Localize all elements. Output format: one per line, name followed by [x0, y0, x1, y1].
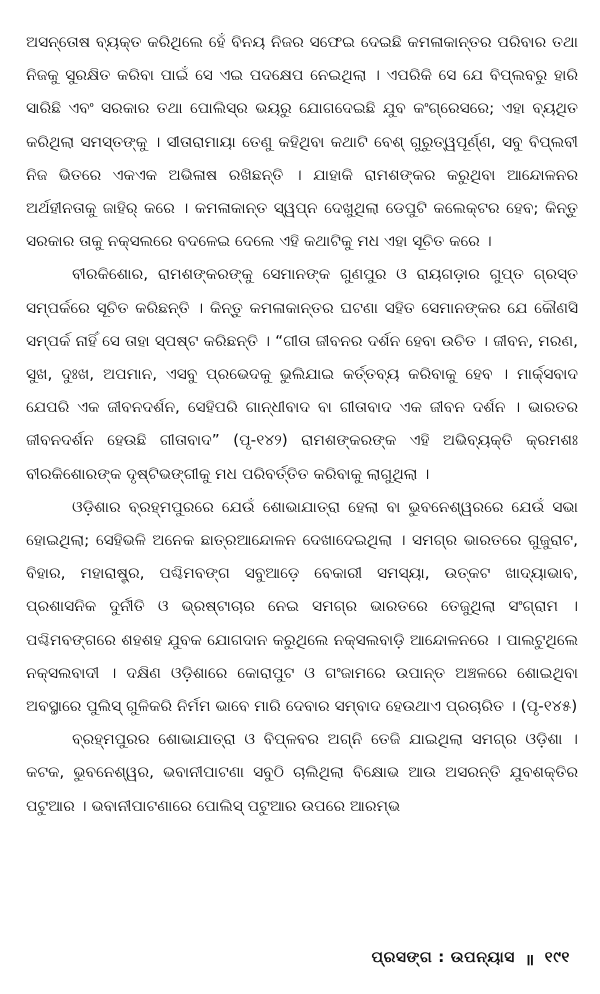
paragraph-3: ଓଡ଼ିଶାର ବ୍ରହ୍ମପୁରରେ ଯେଉଁ ଶୋଭାଯାତ୍ରା ହେଲା ବା ଭୁବନେଶ୍ୱରରେ ଯେଉଁ ସଭା ହୋଇଥିଲା; ସେହିଭଳି ଅନେକ ଛାତ୍ରଆନ୍ଦୋଳନ ଦେଖାଦେଇଥିଲା । ସମଗ୍ର ଭାରତରେ ଗୁଜୁରାଟ, ବିହାର, ମହାରାଷ୍ଟ୍ର, ପଶ୍ଚିମବଙ୍ଗ ସବୁଆଡ଼େ ବେକାରୀ ସମସ୍ୟା, ଉତ୍କଟ ଖାଦ୍ୟାଭାବ, ପ୍ରଶାସନିକ ଦୁର୍ନୀତି ଓ ଭ୍ରଷ୍ଟାଚାର ନେଇ ସମଗ୍ର ଭାରତରେ ତେଜୁଥିଲା ସଂଗ୍ରାମ । ପଶ୍ଚିମବଙ୍ଗରେ ଶହଶହ ଯୁବକ ଯୋଗଦାନ କରୁଥିଲେ ନକ୍ସଲବାଡ଼ି ଆନ୍ଦୋଳନରେ । ପାଲଟୁଥିଲେ ନକ୍ସଲବାଦୀ । ଦକ୍ଷିଣ ଓଡ଼ିଶାରେ କୋରାପୁଟ ଓ ଗଂଜାମରେ ଉପାନ୍ତ ଅଞ୍ଚଳରେ ଶୋଇଥିବା ଅବସ୍ଥାରେ ପୁଲିସ୍ ଗୁଳିକରି ନିର୍ମମ ଭାବେ ମାରି ଦେବାର ସମ୍ବାଦ ହେଉଥାଏ ପ୍ରଚାରିତ । (ପୃ-୧୪୫): [26, 497, 578, 716]
paragraph-1: ଅସନ୍ତୋଷ ବ୍ୟକ୍ତ କରିଥିଲେ ହେଁ ବିନୟ ନିଜର ସଫେଇ ଦେଇଛି କମଳାକାନ୍ତର ପରିବାର ତଥା ନିଜକୁ ସୁରକ୍ଷିତ କରିବା ପାଇଁ ସେ ଏଇ ପଦକ୍ଷେପ ନେଇଥିଲା । ଏପରିକି ସେ ଯେ ବିପ୍ଲବରୁ ହାରି ସାରିଛି ଏବଂ ସରକାର ତଥା ପୋଲିସ୍‌ର ଭୟରୁ ଯୋଗଦେଇଛି ଯୁବ କଂଗ୍ରେସରେ; ଏହା ବ୍ୟଥିତ କରିଥିଲା ସମସ୍ତଙ୍କୁ । ସୀତାରାମାୟା ତେଣୁ କହିଥିବା କଥାଟି ବେଶ୍ ଗୁରୁତ୍ୱପୂର୍ଣ୍ଣ, ସବୁ ବିପ୍ଲବୀ ନିଜ ଭିତରେ ଏକଏକ ଅଭିଳାଷ ରଖିଛନ୍ତି । ଯାହାକି ରାମଶଙ୍କର କରୁଥିବା ଆନ୍ଦୋଳନର ଅର୍ଥହୀନତାକୁ ଜାହିର୍ କରେ । କମଳାକାନ୍ତ ସ୍ୱପ୍ନ ଦେଖୁଥିଲା ଡେପୁଟି କଲେକ୍ଟର ହେବ; କିନ୍ତୁ ସରକାର ତାକୁ ନକ୍ସଲରେ ବଦଳେଇ ଦେଲେ ଏହି କଥାଟିକୁ ମଧ ଏହା ସୂଚିତ କରେ ।: [26, 33, 578, 251]
page-number: ୧୯୧: [544, 948, 570, 966]
footer-separator: ॥: [524, 951, 535, 969]
body-text: [26, 26, 578, 823]
paragraph-4: ବ୍ରହ୍ମପୁରର ଶୋଭାଯାତ୍ରା ଓ ବିପ୍ଳବର ଅଗ୍ନି ତେଜି ଯାଇଥିଲା ସମଗ୍ର ଓଡ଼ିଶା । କଟକ, ଭୁବନେଶ୍ୱର, ଭବାନୀପାଟଣା ସବୁଠି ଚାଲିଥିଲା ବିକ୍ଷୋଭ ଆଉ ଅସରନ୍ତି ଯୁବଶକ୍ତିର ପଟୁଆର । ଭବାନୀପାଟଣାରେ ପୋଲିସ୍ ପଟୁଆର ଉପରେ ଆରମ୍ଭ: [26, 730, 578, 815]
paragraph-2: ବୀରକିଶୋର, ରାମଶଙ୍କରଙ୍କୁ ସେମାନଙ୍କ ଗୁଣପୁର ଓ ରାୟଗଡ଼ାର ଗୁପ୍ତ ଗ୍ରସ୍ତ ସମ୍ପର୍କରେ ସୂଚିତ କରିଛନ୍ତି । କିନ୍ତୁ କମଳାକାନ୍ତର ଘଟଣା ସହିତ ସେମାନଙ୍କର ଯେ କୌଣସି ସମ୍ପର୍କ ନାହିଁ ସେ ତାହା ସ୍ପଷ୍ଟ କରିଛନ୍ତି । “ଗୀତା ଜୀବନର ଦର୍ଶନ ହେବା ଉଚିତ । ଜୀବନ, ମରଣ, ସୁଖ, ଦୁଃଖ, ଅପମାନ, ଏସବୁ ପ୍ରଭେଦକୁ ଭୁଲିଯାଇ କର୍ତ୍ତବ୍ୟ କରିବାକୁ ହେବ । ମାର୍କ୍ସବାଦ ଯେପରି ଏକ ଜୀବନଦର୍ଶନ, ସେହିପରି ଗାନ୍ଧୀବାଦ ବା ଗୀତାବାଦ ଏକ ଜୀବନ ଦର୍ଶନ । ଭାରତର ଜୀବନଦର୍ଶନ ହେଉଛି ଗୀତାବାଦ” (ପୃ-୧୪୨) ରାମଶଙ୍କରଙ୍କ ଏହି ଅଭିବ୍ୟକ୍ତି କ୍ରମଶଃ ବୀରକିଶୋରଙ୍କ ଦୃଷ୍ଟିଭଙ୍ଗୀକୁ ମଧ ପରିବର୍ତ୍ତିତ କରିବାକୁ ଲାଗୁଥିଲା ।: [26, 265, 578, 483]
page-footer: [372, 948, 570, 970]
footer-label: ପ୍ରସଙ୍ଗ : ଉପନ୍ୟାସ: [371, 948, 515, 966]
